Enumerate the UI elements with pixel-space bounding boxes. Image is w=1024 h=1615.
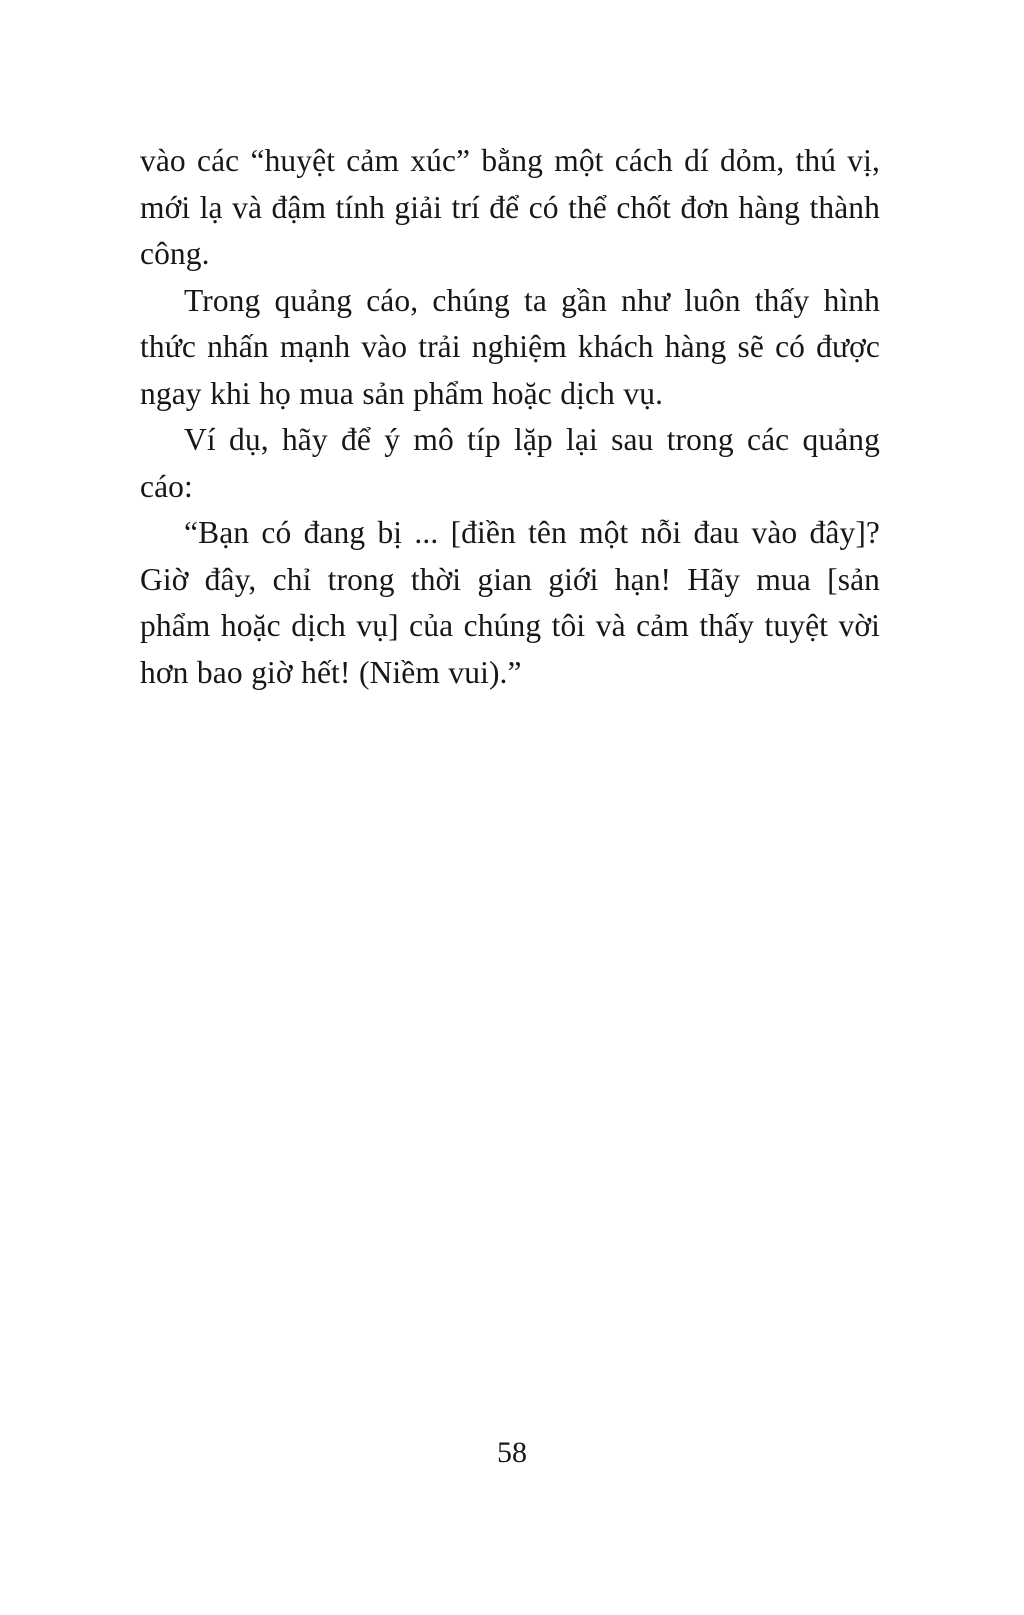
page-text-body bbox=[140, 138, 880, 696]
paragraph: Trong quảng cáo, chúng ta gần như luôn thấy hình thức nhấn mạnh vào trải nghiệm khách hàng sẽ có được ngay khi họ mua sản phẩm hoặc dịch vụ. bbox=[140, 282, 880, 411]
paragraph: vào các “huyệt cảm xúc” bằng một cách dí dỏm, thú vị, mới lạ và đậm tính giải trí để có thể chốt đơn hàng thành công. bbox=[140, 143, 880, 271]
page-number: 58 bbox=[497, 1436, 527, 1469]
paragraph: Ví dụ, hãy để ý mô típ lặp lại sau trong các quảng cáo: bbox=[140, 422, 880, 504]
paragraph: “Bạn có đang bị ... [điền tên một nỗi đau vào đây]? Giờ đây, chỉ trong thời gian giới hạn! Hãy mua [sản phẩm hoặc dịch vụ] của chúng tôi và cảm thấy tuyệt vời hơn bao giờ hết! (Niềm vui).” bbox=[140, 515, 880, 690]
